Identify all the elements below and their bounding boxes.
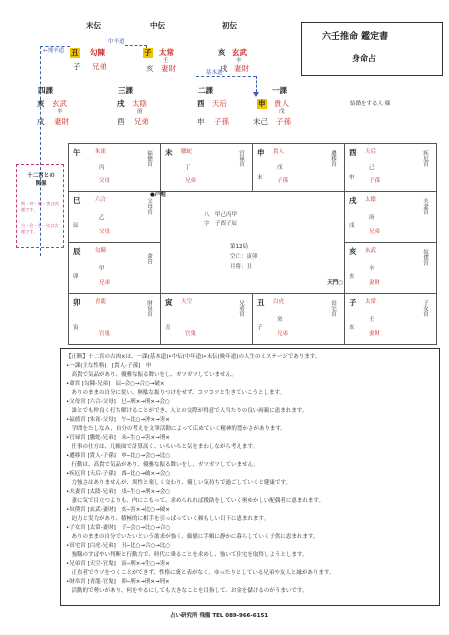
cell-general: 朱雀 xyxy=(95,149,107,155)
cell-branch: 卯 xyxy=(73,298,81,307)
cell-general: 貴人 xyxy=(273,149,285,155)
shika-1 xyxy=(252,98,324,132)
note-line: 活動的で勢いがあり、何をやるにしても大きなことを目指して、お金を儲けるのがうまいです。 xyxy=(66,588,308,594)
cell-stem: 甲 xyxy=(99,266,105,272)
sanden-matsu xyxy=(70,48,130,78)
cell-general: 六合 xyxy=(95,197,107,203)
cell-branch: 寅 xyxy=(165,298,173,307)
shika-branch: 酉 xyxy=(197,99,205,108)
note-line: 学問をたしなみ、自分の考えを文筆活動によって広めていく精神的豊かさがあります。 xyxy=(66,426,286,432)
note-line: •遷移宮 [貴人-子孫] 申─比○→会○→比○ xyxy=(66,453,171,459)
getsu: 月将：丑 xyxy=(230,264,253,270)
cell-palace: 田宅宮 xyxy=(330,300,336,317)
cell-stem: 壬 xyxy=(369,317,375,323)
label-shika4: 四課 xyxy=(38,86,53,95)
note-line: •奴僕宮 [玄武-妻財] 亥─害×→比○→破× xyxy=(66,507,170,513)
cell-palace: 福德宮 xyxy=(146,150,152,167)
cell-palace: 財帛宮 xyxy=(146,300,152,317)
cell-relation: 兄弟 xyxy=(369,229,381,235)
sub-stem: 辛 xyxy=(236,58,242,64)
cell-stem: 庚 xyxy=(369,215,375,221)
cell-tatsu xyxy=(68,242,161,294)
dash-line xyxy=(196,76,256,77)
note-line: 仕事の仕方は、几帳面で計算高く、いろいろと気をまわしながら考えます。 xyxy=(66,444,258,450)
stem: 戌 xyxy=(220,64,228,73)
sub-stem: 壬 xyxy=(163,58,169,64)
cell-saru xyxy=(252,143,345,192)
cell-stem: 丁 xyxy=(185,165,191,171)
cell-extra: 丑 xyxy=(165,325,171,331)
shika-stem: 戊 xyxy=(279,109,285,115)
cell-relation: 妻財 xyxy=(369,331,381,337)
note-line: 力強さはありませんが、異性と楽しく交わり、優しい気持ちで過ごしていくと健康です。 xyxy=(66,480,292,486)
cell-extra: 亥 xyxy=(349,274,355,280)
bazi-row-2: 字 子酉子辰 xyxy=(204,221,238,227)
cell-extra: 子 xyxy=(257,325,263,331)
sanden-sho xyxy=(218,48,278,78)
cell-branch: 未 xyxy=(165,148,173,157)
side-title: 十二宮との関係 xyxy=(27,173,55,187)
arrow-icon xyxy=(253,92,259,97)
note-line: •一課(主な性格) [貴人-子孫] 申 xyxy=(66,363,152,369)
kubou: 空亡：寅卯 xyxy=(230,254,258,260)
general: 太常 xyxy=(159,48,174,57)
shika-2 xyxy=(190,98,260,132)
cell-branch: 巳 xyxy=(73,196,81,205)
cell-extra: 申 xyxy=(349,175,355,181)
side-line-2: 合・会・生・比は吉運です。 xyxy=(21,223,59,235)
cell-branch: 辰 xyxy=(73,247,81,256)
note-line: ありのままの自分に従い、無駄な振りつけをせず、コツコツと生きていこうとします。 xyxy=(66,390,286,396)
side-line-1: 刑・沖・破・害は凶運です。 xyxy=(21,201,59,213)
note-line: 強靱のすばやい判断と行動力で、時代に乗ることを求めし、強いて住宅を取得しようとします。 xyxy=(66,552,308,558)
label-matsuden: 末伝 xyxy=(86,21,101,30)
cell-palace: 疾厄宮 xyxy=(422,150,428,167)
cell-mi xyxy=(68,191,161,243)
mid-path-label: 中辛道 xyxy=(108,39,125,45)
branch: 丑 xyxy=(71,48,79,57)
relation: 妻財 xyxy=(161,64,176,73)
cell-relation: 父母 xyxy=(99,229,111,235)
relation: 兄弟 xyxy=(92,62,107,71)
note-line: •夫妻宮 [太陰-兄弟] 戌─生○→刑×→会○ xyxy=(66,489,171,495)
note-line: •子女宮 [太常-妻財] 子─会○→比○→合○ xyxy=(66,525,171,531)
cell-relation: 兄弟 xyxy=(277,331,289,337)
general: 玄武 xyxy=(232,48,247,57)
shika-stem: 庚 xyxy=(137,109,143,115)
shika-general: 太陰 xyxy=(132,99,147,108)
note-line: 正直者でウソをつくことができず、性格に裏と表がなく、ゆったりとしている兄弟や友人と縁があります。 xyxy=(66,570,335,576)
cell-hitsuji xyxy=(160,143,253,192)
shika-branch: 戌 xyxy=(117,99,125,108)
shika-branch: 申 xyxy=(258,99,266,108)
label-shika1: 一課 xyxy=(272,86,287,95)
label-shika3: 三課 xyxy=(118,86,133,95)
board-center xyxy=(150,191,345,294)
bazi-row-1: 八 甲己丙甲 xyxy=(204,212,238,218)
shika-4 xyxy=(30,98,100,132)
client-name: 結婚をする人 様 xyxy=(350,101,391,107)
cell-relation: 官鬼 xyxy=(185,331,197,337)
note-line: •官禄宮 [騰蛇-兄弟] 未─生○→害×→刑× xyxy=(66,435,170,441)
cell-relation: 官鬼 xyxy=(99,331,111,337)
note-line: •田宅宮 [白虎-兄弟] 丑─比○→合○→比○ xyxy=(66,543,171,549)
cell-general: 勾陳 xyxy=(95,248,107,254)
shika-base: 申 xyxy=(197,117,205,126)
note-line: ありのままの自分でいたいという欲求が強く、価値に手順に静かに暮らしていく子供に恵まれます。 xyxy=(66,534,319,540)
cell-branch: 丑 xyxy=(257,298,265,307)
shika-base: 戌 xyxy=(37,117,45,126)
note-line: 高貴で気品があり、優雅な振る舞いをし、ガツガツしていません。 xyxy=(66,372,237,378)
cell-relation: 妻財 xyxy=(369,280,381,286)
note-line: •疾厄宮 [天后-子孫] 酉─比○→破×→会○ xyxy=(66,471,171,477)
cell-uma xyxy=(68,143,161,192)
cell-stem: 戊 xyxy=(277,165,283,171)
note-line: •命宮 [勾陳-兄弟] 辰─会○→合○→破× xyxy=(66,381,165,387)
relation: 妻財 xyxy=(234,64,249,73)
late-path-label: ←飛辛道 xyxy=(43,48,65,54)
cell-general: 天空 xyxy=(181,299,193,305)
cell-general: 太常 xyxy=(365,299,377,305)
kyoku: 第12局 xyxy=(230,244,248,250)
cell-stem: 辛 xyxy=(369,266,375,272)
cell-palace: 子女宮 xyxy=(422,300,428,317)
doc-subtitle: 身命占 xyxy=(352,54,376,63)
cell-general: 玄武 xyxy=(365,248,377,254)
note-line: •福德宮 [朱雀-父母] 午─比○→沖×→害× xyxy=(66,417,170,423)
cell-stem: 己 xyxy=(369,165,375,171)
label-shoden: 初伝 xyxy=(222,21,237,30)
cell-general: 太陰 xyxy=(365,197,377,203)
cell-relation: 子孫 xyxy=(277,178,289,184)
label-shika2: 二課 xyxy=(198,86,213,95)
shika-base: 未己 xyxy=(253,117,268,126)
tenmon: 天門○ xyxy=(327,280,343,286)
side-note xyxy=(16,164,64,248)
shika-3 xyxy=(110,98,180,132)
cell-palace: 遷移宮 xyxy=(330,150,336,167)
shika-relation: 子孫 xyxy=(214,117,229,126)
cell-stem: 丙 xyxy=(99,165,105,171)
note-line: •父母宮 [六合-父母] 巳─刑×→刑×→会○ xyxy=(66,399,170,405)
cell-relation: 父母 xyxy=(99,178,111,184)
cell-relation: 子孫 xyxy=(369,178,381,184)
cell-u xyxy=(68,293,161,345)
branch: 子 xyxy=(144,48,152,57)
cell-branch: 子 xyxy=(349,298,357,307)
cell-palace: 父母宮 xyxy=(146,198,152,215)
center-label: ●戸地 xyxy=(150,192,166,198)
cell-stem: 癸 xyxy=(277,317,283,323)
cell-branch: 午 xyxy=(73,148,81,157)
cell-branch: 酉 xyxy=(349,148,357,157)
shika-base: 酉 xyxy=(117,117,125,126)
shika-stem: 辛 xyxy=(57,109,63,115)
cell-branch: 亥 xyxy=(349,247,357,256)
shika-branch: 亥 xyxy=(37,99,45,108)
cell-general: 白虎 xyxy=(273,299,285,305)
cell-general: 青龍 xyxy=(95,299,107,305)
cell-stem: 乙 xyxy=(99,215,105,221)
reading-notes xyxy=(60,348,440,606)
shika-general: 天后 xyxy=(212,99,227,108)
cell-palace: 命宮 xyxy=(146,253,152,264)
branch: 亥 xyxy=(218,48,226,57)
cell-relation: 兄弟 xyxy=(185,178,197,184)
cell-ne xyxy=(344,293,437,345)
cell-palace: 夫妻宮 xyxy=(422,198,428,215)
shika-relation: 妻財 xyxy=(54,117,69,126)
cell-inu xyxy=(344,191,437,243)
cell-palace: 奴僕宮 xyxy=(422,249,428,266)
note-line: 誰とでも仲良く打ち解けることができ、人との交際が得意で人当たりの良い両親に恵まれます。 xyxy=(66,408,308,414)
note-line: 妻に気で目立つよりも、内にこもって、求められれば援助をしていく奥ゆかしい配偶者に恵まれます。 xyxy=(66,498,324,504)
base-path-label: 基本道 xyxy=(206,70,223,76)
note-line: •兄弟宮 [天空-官鬼] 寅─刑×→生○→害× xyxy=(66,561,170,567)
cell-tora xyxy=(160,293,253,345)
label-chuuden: 中伝 xyxy=(150,21,165,30)
cell-branch: 申 xyxy=(257,148,265,157)
dash-line xyxy=(256,76,257,92)
footer: 占い研究所 飛龍 TEL 089-966-6151 xyxy=(170,613,269,619)
cell-extra: 末 xyxy=(257,175,263,181)
general: 勾陳 xyxy=(90,48,105,57)
note-line: •財帛宮 [青龍-官鬼] 卯─刑×→刑×→刑× xyxy=(66,579,170,585)
cell-palace: 官禄宮 xyxy=(238,150,244,167)
shika-general: 貴人 xyxy=(274,99,289,108)
dash-line xyxy=(125,45,147,46)
cell-palace: 兄弟宮 xyxy=(238,300,244,317)
cell-branch: 戌 xyxy=(349,196,357,205)
shika-general: 玄武 xyxy=(52,99,67,108)
note-line: 行動は、高貴で気品があり、優雅な振る舞いをし、ガツガツしていません。 xyxy=(66,462,259,468)
cell-extra: 戌 xyxy=(349,223,355,229)
stem: 亥 xyxy=(146,64,154,73)
dash-line xyxy=(40,46,70,47)
cell-extra: 辰 xyxy=(73,223,79,229)
stem: 子 xyxy=(73,62,81,71)
cell-extra: 亥 xyxy=(349,325,355,331)
sanden-chuu xyxy=(143,48,203,78)
title-box xyxy=(301,22,443,76)
shika-relation: 兄弟 xyxy=(134,117,149,126)
note-line: 迫力と実力があり、積極的に相手を引っぱっていく頼もしい目下に恵まれます。 xyxy=(66,516,270,522)
note-line: 【正断】十二宮の吉凶×は、一課(基本道)•中伝(中年道)•末伝(晩年道)の人生のミステージであります。 xyxy=(66,354,321,360)
cell-extra: 寅 xyxy=(73,325,79,331)
cell-extra: 卯 xyxy=(73,274,79,280)
cell-relation: 兄弟 xyxy=(99,280,111,286)
shika-relation: 子孫 xyxy=(276,117,291,126)
cell-tori xyxy=(344,143,437,192)
cell-general: 天后 xyxy=(365,149,377,155)
cell-ushi xyxy=(252,293,345,345)
cell-general: 騰蛇 xyxy=(181,149,193,155)
doc-title: 六壬推命 鑑定書 xyxy=(322,32,389,42)
cell-i xyxy=(344,242,437,294)
